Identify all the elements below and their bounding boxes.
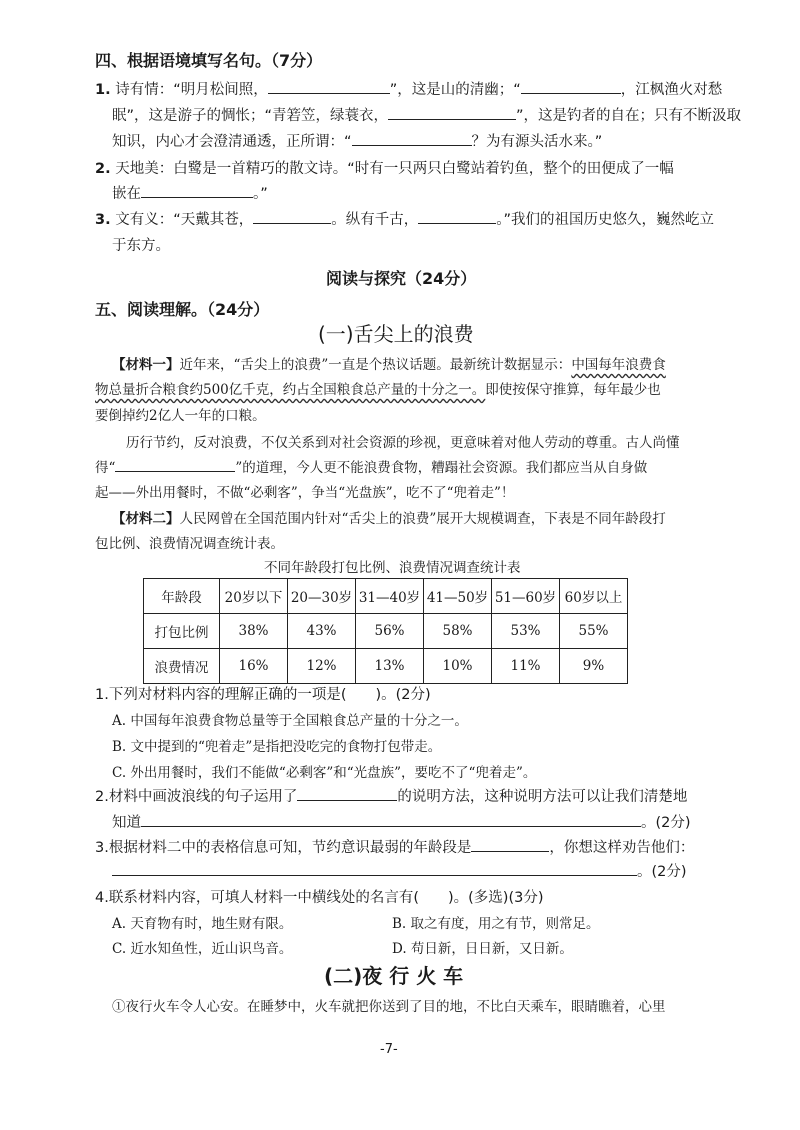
s5-q4-option-d[interactable]: D. 苟日新，日日新，又日新。 (392, 941, 573, 957)
page-number: -7- (380, 1042, 398, 1057)
table-header-row (144, 579, 628, 614)
answer-blank[interactable] (418, 208, 496, 224)
material1-label: 【材料一】 (112, 357, 180, 373)
s5-q1-option-c[interactable]: C. 外出用餐时，我们不能做“必剩客”和“光盘族”，要吃不了“兜着走”。 (112, 765, 537, 781)
s5-q1-option-b[interactable]: B. 文中提到的“兜着走”是指把没吃完的食物打包带走。 (112, 739, 442, 755)
s4-q2-line1: 2. 天地美：白鹭是一首精巧的散文诗。“时有一只两只白鹭站着钓鱼，整个的田便成了一幅 (95, 161, 674, 177)
table-cell: 38% (220, 614, 288, 649)
table-cell: 60岁以上 (560, 579, 628, 614)
s4-q1-line2: 眠”，这是游子的惆怅；“青箬笠，绿蓑衣， ”，这是钓者的自在；只有不断汲取 (112, 104, 741, 125)
s5-q2-line1: 2.材料中画波浪线的句子运用了 的说明方法，这种说明方法可以让我们清楚地 (95, 785, 687, 806)
table-row (144, 614, 628, 649)
answer-blank[interactable] (521, 78, 621, 94)
table-cell: 20岁以下 (220, 579, 288, 614)
article1-title: (一)舌尖上的浪费 (318, 322, 474, 346)
table-row (144, 649, 628, 684)
reading-section-title: 阅读与探究（24分） (326, 269, 477, 288)
article2-paragraph1: ①夜行火车令人心安。在睡梦中，火车就把你送到了目的地，不比白天乘车，眼睛瞧着，心里 (112, 999, 666, 1015)
table-cell: 56% (356, 614, 424, 649)
table-cell: 12% (288, 649, 356, 684)
material1-p2-line2: 得“ ”的道理，今人更不能浪费食物，糟蹋社会资源。我们都应当从自身做 (95, 456, 647, 476)
table-cell: 9% (560, 649, 628, 684)
table-cell: 浪费情况 (144, 649, 220, 684)
table-cell: 58% (424, 614, 492, 649)
table-cell: 43% (288, 614, 356, 649)
material1-line2: 物总量折合粮食约500亿千克，约占全国粮食总产量的十分之一。即使按保守推算，每年最少也 (95, 382, 661, 398)
material2-label: 【材料二】 (112, 511, 180, 527)
answer-blank[interactable] (297, 785, 397, 801)
table-cell: 13% (356, 649, 424, 684)
article2-title: (二)夜 行 火 车 (324, 964, 464, 988)
s5-q1-option-a[interactable]: A. 中国每年浪费食物总量等于全国粮食总产量的十分之一。 (112, 713, 468, 729)
material2-line2: 包比例、浪费情况调查统计表。 (95, 536, 284, 552)
answer-blank[interactable] (253, 208, 331, 224)
table-cell: 16% (220, 649, 288, 684)
table-cell: 53% (492, 614, 560, 649)
s5-q4-option-a[interactable]: A. 天育物有时，地生财有限。 (112, 916, 293, 932)
material1-line3: 要倒掉约2亿人一年的口粮。 (95, 408, 266, 424)
s4-q3-line2: 于东方。 (112, 238, 170, 254)
table-cell: 51—60岁 (492, 579, 560, 614)
table-cell: 31—40岁 (356, 579, 424, 614)
table-cell: 55% (560, 614, 628, 649)
s5-q4-option-c[interactable]: C. 近水知鱼性，近山识鸟音。 (112, 941, 293, 957)
s5-q4-option-b[interactable]: B. 取之有度，用之有节，则常足。 (392, 916, 600, 932)
material1-p2-line1: 历行节约，反对浪费，不仅关系到对社会资源的珍视，更意味着对他人劳动的尊重。古人尚懂 (126, 435, 680, 451)
s5-q3-line1: 3.根据材料二中的表格信息可知，节约意识最弱的年龄段是 ，你想这样劝告他们： (95, 836, 694, 857)
answer-blank[interactable] (141, 182, 253, 198)
answer-blank[interactable] (471, 836, 549, 852)
section5-heading: 五、阅读理解。（24分） (95, 300, 270, 319)
section4-heading: 四、根据语境填写名句。（7分） (95, 51, 323, 70)
s4-q1-line3: 知识，内心才会澄清通透，正所谓：“ ？为有源头活水来。” (112, 130, 602, 151)
material1-line1: 【材料一】近年来，“舌尖上的浪费”一直是个热议话题。最新统计数据显示：中国每年浪费食 (112, 357, 666, 373)
s5-q4: 4.联系材料内容，可填人材料一中横线处的名言有( )。(多选)(3分) (95, 890, 544, 906)
s5-q1: 1.下列对材料内容的理解正确的一项是( )。(2分) (95, 687, 431, 703)
table-caption: 不同年龄段打包比例、浪费情况调查统计表 (264, 560, 521, 576)
table-cell: 41—50岁 (424, 579, 492, 614)
answer-blank[interactable] (115, 456, 235, 472)
s4-q3-line1: 3. 文有义：“天戴其苍， 。纵有千古， 。”我们的祖国历史悠久，巍然屹立 (95, 208, 714, 229)
material2-line1: 【材料二】人民网曾在全国范围内针对“舌尖上的浪费”展开大规模调查，下表是不同年龄段打 (112, 511, 666, 527)
s4-q1-line1: 1. 诗有情：“明月松间照， ”，这是山的清幽；“ ，江枫渔火对愁 (95, 78, 722, 99)
s5-q2-line2: 知道 。(2分) (112, 811, 691, 832)
answer-blank[interactable] (141, 811, 641, 827)
table-cell: 打包比例 (144, 614, 220, 649)
s4-q2-line2: 嵌在 。” (112, 182, 268, 203)
answer-blank[interactable] (268, 78, 390, 94)
answer-blank[interactable] (388, 104, 516, 120)
stat-table (143, 578, 628, 684)
s5-q3-line2: 。(2分) (112, 860, 687, 881)
table-cell: 10% (424, 649, 492, 684)
table-cell: 11% (492, 649, 560, 684)
material1-p2-line3: 起——外出用餐时，不做“必剩客”，争当“光盘族”，吃不了“兜着走”！ (95, 485, 515, 501)
q-number: 1. (95, 82, 111, 98)
table-cell: 20—30岁 (288, 579, 356, 614)
table-cell: 年龄段 (144, 579, 220, 614)
answer-blank[interactable] (112, 860, 637, 876)
answer-blank[interactable] (352, 130, 472, 146)
